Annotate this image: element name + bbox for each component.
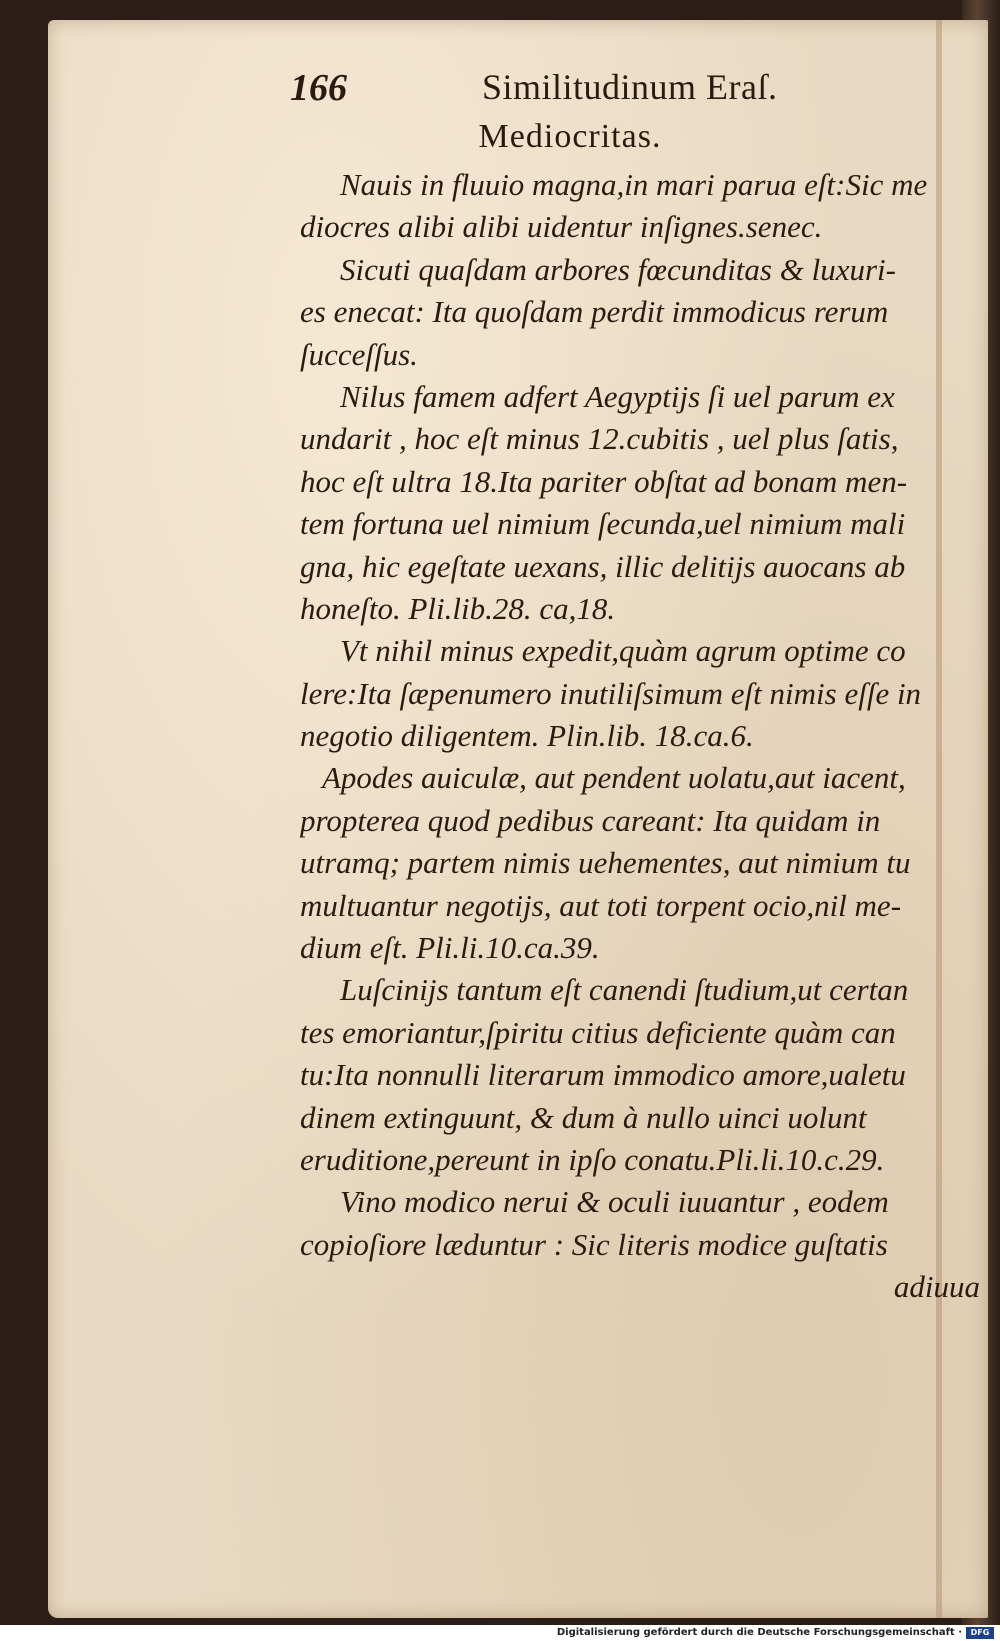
text-line: dinem extinguunt, & dum à nullo uinci uolunt bbox=[300, 1099, 867, 1135]
text-line: negotio diligentem. Plin.lib. 18.ca.6. bbox=[300, 718, 754, 754]
text-line: Apodes auiculæ, aut pendent uolatu,aut iacent, bbox=[322, 760, 906, 796]
text-line: undarit , hoc eſt minus 12.cubitis , uel plus ſatis, bbox=[300, 421, 899, 457]
text-line: eruditione,pereunt in ipſo conatu.Pli.li.10.c.29. bbox=[300, 1141, 885, 1177]
page-number: 166 bbox=[290, 67, 347, 109]
section-heading: Mediocritas. bbox=[478, 118, 662, 155]
dfg-logo-icon: DFG bbox=[966, 1627, 994, 1639]
text-line: Nilus famem adfert Aegyptijs ſi uel parum ex bbox=[340, 378, 895, 414]
funding-credit: Digitalisierung gefördert durch die Deutsche Forschungsgemeinschaft · bbox=[556, 1627, 962, 1638]
text-line: ſucceſſus. bbox=[300, 336, 418, 372]
text-line: dium eſt. Pli.li.10.ca.39. bbox=[300, 930, 600, 966]
text-line: Vt nihil minus expedit,quàm agrum optime co bbox=[340, 633, 906, 669]
text-line: diocres alibi alibi uidentur inſignes.senec. bbox=[300, 209, 823, 245]
footer-bar bbox=[0, 1625, 1000, 1641]
text-line: tem fortuna uel nimium ſecunda,uel nimium mali bbox=[300, 506, 906, 542]
text-line: tes emoriantur,ſpiritu citius deficiente quàm can bbox=[300, 1014, 896, 1050]
text-line: honeſto. Pli.lib.28. ca,18. bbox=[300, 590, 616, 626]
text-line: Luſcinijs tantum eſt canendi ſtudium,ut certan bbox=[340, 972, 909, 1008]
text-line: Nauis in fluuio magna,in mari parua eſt:Sic me bbox=[340, 167, 928, 202]
text-line: Vino modico nerui & oculi iuuantur , eodem bbox=[340, 1184, 889, 1220]
text-line: propterea quod pedibus careant: Ita quidam in bbox=[300, 802, 881, 838]
body-text bbox=[300, 164, 980, 1309]
text-line: utramq; partem nimis uehementes, aut nimium tu bbox=[300, 845, 911, 881]
running-title: Similitudinum Eraſ. bbox=[482, 67, 778, 107]
text-line: gna, hic egeſtate uexans, illic delitijs auocans ab bbox=[300, 548, 906, 584]
text-line: hoc eſt ultra 18.Ita pariter obſtat ad bonam men- bbox=[300, 463, 908, 499]
catchword: adiuua bbox=[893, 1269, 980, 1305]
running-head bbox=[0, 58, 1000, 118]
text-line: multuantur negotijs, aut toti torpent ocio,nil me- bbox=[300, 887, 902, 923]
text-line: tu:Ita nonnulli literarum immodico amore,ualetu bbox=[300, 1057, 906, 1093]
text-line: es enecat: Ita quoſdam perdit immodicus rerum bbox=[300, 294, 889, 330]
text-line: copioſiore læduntur : Sic literis modice guſtatis bbox=[300, 1226, 888, 1262]
text-line: lere:Ita ſæpenumero inutiliſsimum eſt nimis eſſe in bbox=[300, 675, 922, 711]
text-line: Sicuti quaſdam arbores fœcunditas & luxuri- bbox=[340, 251, 896, 287]
